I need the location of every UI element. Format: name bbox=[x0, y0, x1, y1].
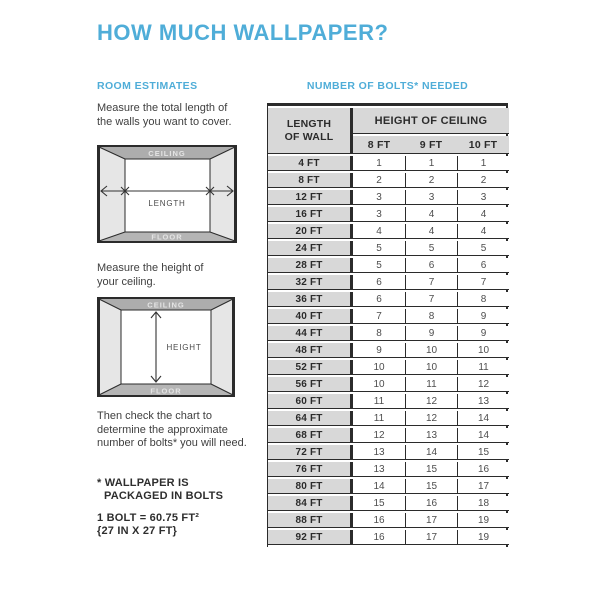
bolts-value-cell: 17 bbox=[457, 479, 509, 494]
wall-length-cell: 56 FT bbox=[268, 377, 353, 392]
bolts-needed-section bbox=[267, 80, 508, 547]
table-row bbox=[268, 258, 509, 273]
instruction-line: determine the approximate bbox=[97, 423, 228, 436]
wall-length-cell: 8 FT bbox=[268, 173, 353, 188]
instruction-line: Then check the chart to bbox=[97, 410, 212, 422]
table-row bbox=[268, 360, 509, 375]
wallpaper-bolts-footnote bbox=[97, 477, 249, 503]
table-row bbox=[268, 207, 509, 222]
wall-length-cell: 84 FT bbox=[268, 496, 353, 511]
wall-length-cell: 92 FT bbox=[268, 530, 353, 545]
bolts-value-cell: 10 bbox=[457, 343, 509, 358]
bolt-size-note bbox=[97, 512, 249, 539]
table-row bbox=[268, 292, 509, 307]
floor-label: FLOOR bbox=[151, 232, 183, 242]
bolts-value-cell: 16 bbox=[457, 462, 509, 477]
bolts-value-cell: 6 bbox=[457, 258, 509, 273]
table-row bbox=[268, 394, 509, 409]
table-row bbox=[268, 190, 509, 205]
bolts-value-cell: 17 bbox=[405, 530, 457, 545]
bolts-value-cell: 9 bbox=[457, 309, 509, 324]
wall-length-cell: 48 FT bbox=[268, 343, 353, 358]
wall-length-cell: 68 FT bbox=[268, 428, 353, 443]
floor-label: FLOOR bbox=[150, 386, 182, 396]
bolts-value-cell: 13 bbox=[353, 445, 405, 460]
bolts-value-cell: 1 bbox=[457, 156, 509, 171]
ceiling-10ft-header: 10 FT bbox=[457, 136, 509, 154]
bolt-table-body bbox=[268, 156, 509, 545]
bolts-value-cell: 14 bbox=[457, 411, 509, 426]
wall-length-cell: 44 FT bbox=[268, 326, 353, 341]
bolts-value-cell: 1 bbox=[353, 156, 405, 171]
table-row bbox=[268, 530, 509, 545]
bolts-value-cell: 14 bbox=[353, 479, 405, 494]
bolts-value-cell: 7 bbox=[353, 309, 405, 324]
bolts-value-cell: 6 bbox=[405, 258, 457, 273]
bolts-value-cell: 2 bbox=[457, 173, 509, 188]
bolts-value-cell: 16 bbox=[353, 513, 405, 528]
wall-length-cell: 76 FT bbox=[268, 462, 353, 477]
instruction-height bbox=[97, 262, 249, 289]
wall-length-header-line: OF WALL bbox=[284, 130, 334, 143]
bolts-value-cell: 15 bbox=[405, 479, 457, 494]
room-height-diagram bbox=[97, 297, 235, 397]
room-estimates-section bbox=[97, 80, 249, 539]
instruction-line: Measure the total length of bbox=[97, 102, 228, 114]
wall-length-cell: 4 FT bbox=[268, 156, 353, 171]
ceiling-label: CEILING bbox=[147, 300, 185, 310]
ceiling-height-group-header: HEIGHT OF CEILING bbox=[353, 108, 509, 134]
bolts-value-cell: 6 bbox=[353, 292, 405, 307]
wall-length-cell: 64 FT bbox=[268, 411, 353, 426]
bolts-value-cell: 16 bbox=[353, 530, 405, 545]
wall-length-cell: 24 FT bbox=[268, 241, 353, 256]
wall-length-cell: 72 FT bbox=[268, 445, 353, 460]
bolts-value-cell: 4 bbox=[405, 207, 457, 222]
bolts-value-cell: 1 bbox=[405, 156, 457, 171]
bolts-value-cell: 19 bbox=[457, 530, 509, 545]
table-row bbox=[268, 445, 509, 460]
bolts-value-cell: 4 bbox=[457, 224, 509, 239]
table-row bbox=[268, 156, 509, 171]
bolts-value-cell: 12 bbox=[405, 411, 457, 426]
bolts-value-cell: 4 bbox=[405, 224, 457, 239]
bolts-value-cell: 10 bbox=[353, 377, 405, 392]
bolts-value-cell: 9 bbox=[405, 326, 457, 341]
wall-length-cell: 88 FT bbox=[268, 513, 353, 528]
table-row bbox=[268, 496, 509, 511]
bolts-table bbox=[268, 106, 509, 547]
bolts-value-cell: 15 bbox=[457, 445, 509, 460]
bolts-value-cell: 10 bbox=[405, 343, 457, 358]
bolts-value-cell: 3 bbox=[405, 190, 457, 205]
bolts-table-frame bbox=[267, 103, 508, 547]
bolts-value-cell: 4 bbox=[353, 224, 405, 239]
bolts-value-cell: 11 bbox=[405, 377, 457, 392]
table-row bbox=[268, 411, 509, 426]
table-row bbox=[268, 326, 509, 341]
wall-length-cell: 20 FT bbox=[268, 224, 353, 239]
bolts-value-cell: 8 bbox=[405, 309, 457, 324]
wall-length-cell: 60 FT bbox=[268, 394, 353, 409]
bolts-value-cell: 12 bbox=[457, 377, 509, 392]
bolts-value-cell: 15 bbox=[353, 496, 405, 511]
wall-length-cell: 12 FT bbox=[268, 190, 353, 205]
bolts-value-cell: 2 bbox=[405, 173, 457, 188]
table-row bbox=[268, 224, 509, 239]
wall-length-header-line: LENGTH bbox=[286, 117, 332, 130]
bolts-value-cell: 9 bbox=[353, 343, 405, 358]
ceiling-9ft-header: 9 FT bbox=[405, 136, 457, 154]
footnote-line: * WALLPAPER IS bbox=[97, 476, 189, 489]
bolts-value-cell: 3 bbox=[353, 190, 405, 205]
bolts-value-cell: 7 bbox=[457, 275, 509, 290]
table-row bbox=[268, 173, 509, 188]
bolt-size-line: 1 BOLT = 60.75 FT² bbox=[97, 511, 200, 524]
wall-length-cell: 52 FT bbox=[268, 360, 353, 375]
bolts-value-cell: 13 bbox=[457, 394, 509, 409]
back-wall bbox=[125, 159, 210, 232]
table-row bbox=[268, 479, 509, 494]
bolts-value-cell: 13 bbox=[405, 428, 457, 443]
bolts-value-cell: 13 bbox=[353, 462, 405, 477]
room-length-diagram bbox=[97, 145, 237, 243]
ceiling-8ft-header: 8 FT bbox=[353, 136, 405, 154]
bolts-value-cell: 18 bbox=[457, 496, 509, 511]
bolts-value-cell: 10 bbox=[405, 360, 457, 375]
bolts-value-cell: 15 bbox=[405, 462, 457, 477]
bolts-value-cell: 8 bbox=[353, 326, 405, 341]
bolts-value-cell: 4 bbox=[457, 207, 509, 222]
bolts-value-cell: 14 bbox=[405, 445, 457, 460]
bolts-value-cell: 10 bbox=[353, 360, 405, 375]
table-row bbox=[268, 241, 509, 256]
instruction-length bbox=[97, 102, 249, 129]
table-row bbox=[268, 309, 509, 324]
table-row bbox=[268, 513, 509, 528]
bolt-size-line: {27 IN X 27 FT} bbox=[97, 525, 178, 537]
table-row bbox=[268, 462, 509, 477]
bolts-value-cell: 11 bbox=[353, 394, 405, 409]
bolts-value-cell: 7 bbox=[405, 275, 457, 290]
instruction-line: the walls you want to cover. bbox=[97, 115, 232, 128]
bolts-value-cell: 3 bbox=[353, 207, 405, 222]
table-row bbox=[268, 428, 509, 443]
wall-length-cell: 40 FT bbox=[268, 309, 353, 324]
bolts-value-cell: 14 bbox=[457, 428, 509, 443]
bolts-value-cell: 2 bbox=[353, 173, 405, 188]
bolts-value-cell: 12 bbox=[353, 428, 405, 443]
bolts-value-cell: 5 bbox=[405, 241, 457, 256]
footnote-line: PACKAGED IN BOLTS bbox=[104, 489, 224, 502]
bolts-value-cell: 17 bbox=[405, 513, 457, 528]
instruction-line: Measure the height of bbox=[97, 262, 204, 274]
ceiling-label: CEILING bbox=[148, 149, 186, 158]
bolts-value-cell: 5 bbox=[353, 241, 405, 256]
wall-length-cell: 16 FT bbox=[268, 207, 353, 222]
room-estimates-heading: ROOM ESTIMATES bbox=[97, 80, 198, 92]
bolts-value-cell: 11 bbox=[353, 411, 405, 426]
table-row bbox=[268, 275, 509, 290]
bolts-value-cell: 5 bbox=[353, 258, 405, 273]
bolts-value-cell: 19 bbox=[457, 513, 509, 528]
bolts-value-cell: 7 bbox=[405, 292, 457, 307]
length-measure-label: LENGTH bbox=[148, 199, 186, 208]
wall-length-header bbox=[268, 108, 353, 154]
height-measure-label: HEIGHT bbox=[166, 343, 202, 352]
page-title: HOW MUCH WALLPAPER? bbox=[97, 20, 389, 45]
bolts-value-cell: 9 bbox=[457, 326, 509, 341]
wall-length-cell: 80 FT bbox=[268, 479, 353, 494]
bolts-value-cell: 8 bbox=[457, 292, 509, 307]
wall-length-cell: 32 FT bbox=[268, 275, 353, 290]
bolts-value-cell: 3 bbox=[457, 190, 509, 205]
instruction-line: number of bolts* you will need. bbox=[97, 437, 247, 449]
instruction-line: your ceiling. bbox=[97, 275, 156, 288]
bolts-value-cell: 6 bbox=[353, 275, 405, 290]
table-row bbox=[268, 377, 509, 392]
bolts-value-cell: 16 bbox=[405, 496, 457, 511]
bolts-value-cell: 11 bbox=[457, 360, 509, 375]
instruction-chart bbox=[97, 410, 249, 451]
wall-length-cell: 28 FT bbox=[268, 258, 353, 273]
bolts-needed-heading: NUMBER OF BOLTS* NEEDED bbox=[306, 80, 469, 92]
bolts-value-cell: 12 bbox=[405, 394, 457, 409]
bolts-value-cell: 5 bbox=[457, 241, 509, 256]
table-row bbox=[268, 343, 509, 358]
wall-length-cell: 36 FT bbox=[268, 292, 353, 307]
